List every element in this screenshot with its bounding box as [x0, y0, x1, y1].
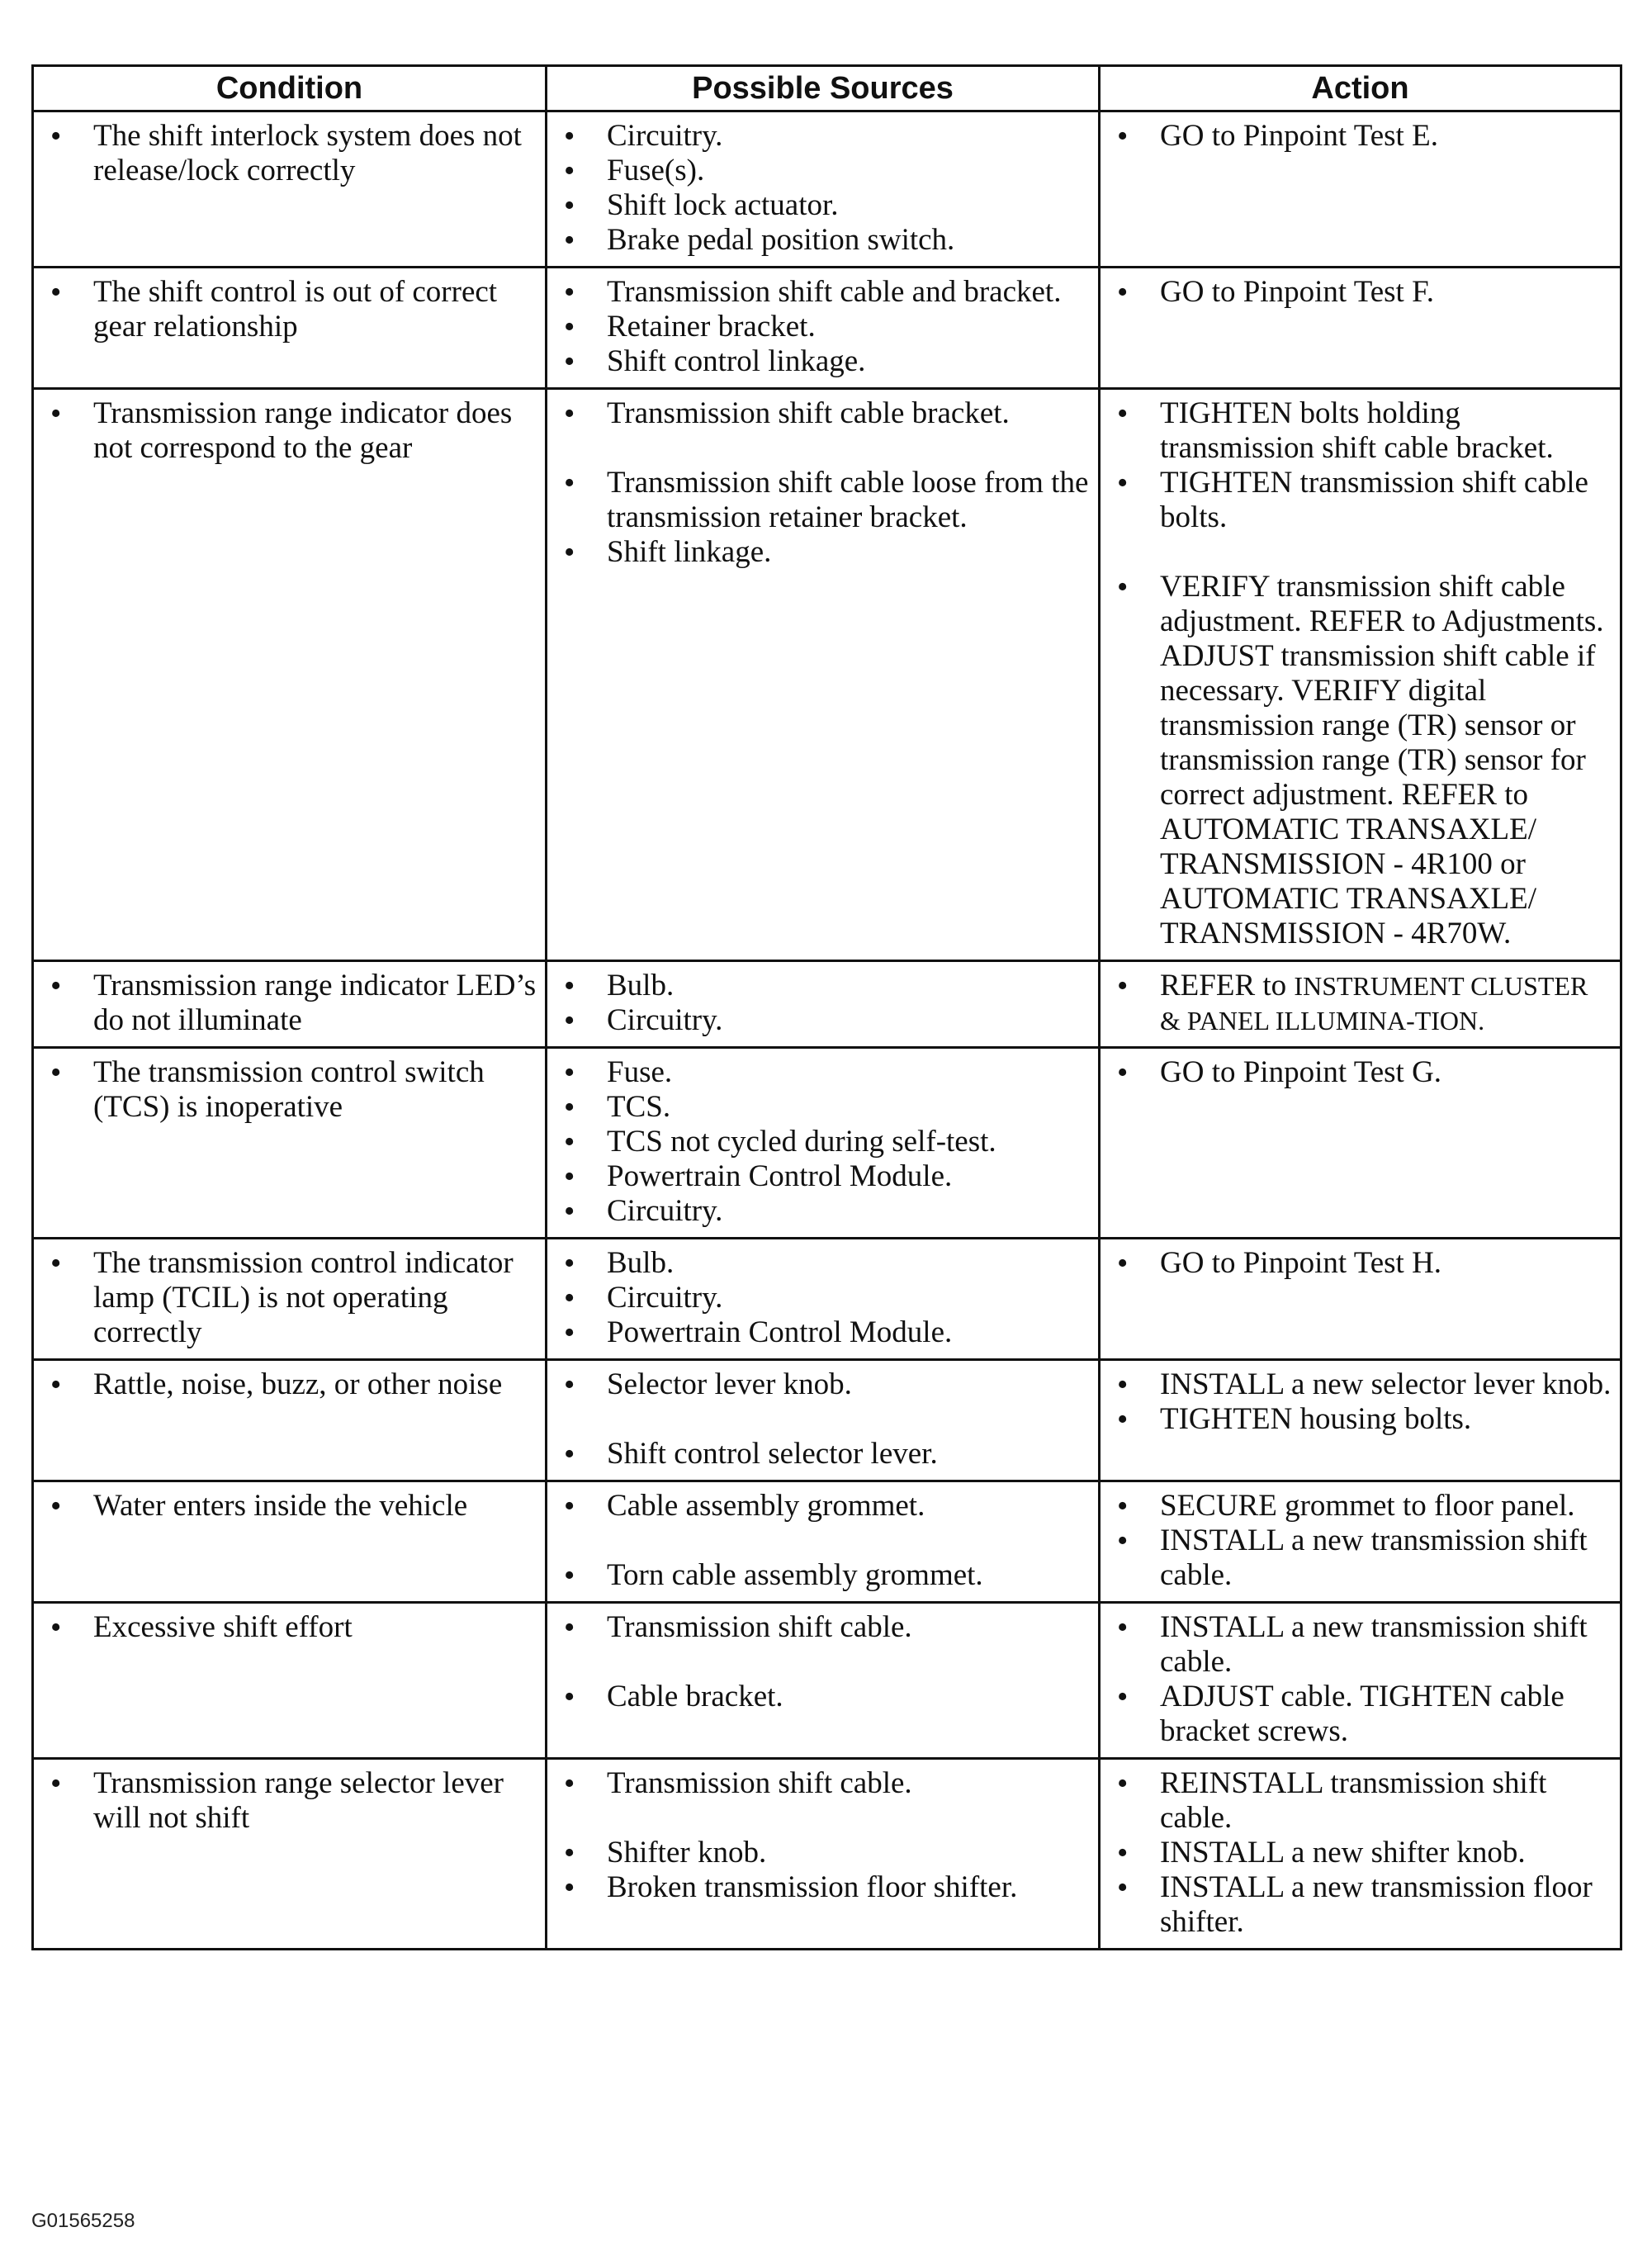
action-cell	[1100, 111, 1621, 268]
header-row	[33, 66, 1621, 111]
action-item: • SECURE grommet to floor panel.	[1112, 1489, 1612, 1524]
table-row	[33, 1481, 1621, 1603]
source-item: • Shift linkage.	[559, 535, 1090, 570]
source-item: • TCS not cycled during self-test.	[559, 1125, 1090, 1159]
source-item: • Transmission shift cable bracket.	[559, 396, 1090, 431]
table-row	[33, 1239, 1621, 1360]
condition-text: • The shift interlock system does not release/lock correctly	[45, 119, 537, 188]
condition-cell	[33, 111, 547, 268]
source-item: • Selector lever knob.	[559, 1367, 1090, 1402]
action-item-continued: ADJUST transmission shift cable if necessary. VERIFY digital transmission range (TR) sensor or transmission range (TR) sensor for correct adjustment. REFER to	[1160, 639, 1596, 812]
action-item: • ADJUST cable. TIGHTEN cable bracket screws.	[1112, 1680, 1612, 1749]
condition-text: • The transmission control indicator lamp (TCIL) is not operating correctly	[45, 1246, 537, 1350]
table-row	[33, 961, 1621, 1048]
table-row	[33, 1048, 1621, 1239]
condition-text: • Transmission range selector lever will not shift	[45, 1766, 537, 1836]
condition-cell	[33, 1239, 547, 1360]
action-item: • TIGHTEN transmission shift cable bolts.	[1112, 466, 1612, 535]
action-item: • GO to Pinpoint Test G.	[1112, 1055, 1612, 1090]
condition-text: • Transmission range indicator does not correspond to the gear	[45, 396, 537, 466]
source-item: • Transmission shift cable loose from the transmission retainer bracket.	[559, 466, 1090, 535]
action-item: • INSTALL a new transmission shift cable.	[1112, 1524, 1612, 1593]
action-item: • VERIFY transmission shift cable adjustment. REFER to Adjustments.	[1112, 570, 1612, 639]
source-item: • Powertrain Control Module.	[559, 1315, 1090, 1350]
source-item: • Broken transmission floor shifter.	[559, 1870, 1090, 1905]
action-item: • TIGHTEN bolts holding transmission shift cable bracket.	[1112, 396, 1612, 466]
action-cell	[1100, 961, 1621, 1048]
source-item: • Shifter knob.	[559, 1836, 1090, 1870]
condition-cell	[33, 1360, 547, 1481]
source-item: • Circuitry.	[559, 1281, 1090, 1315]
sources-cell	[547, 1603, 1100, 1759]
action-item: • INSTALL a new transmission shift cable.	[1112, 1610, 1612, 1680]
table-row	[33, 389, 1621, 961]
condition-cell	[33, 1759, 547, 1950]
action-item: • INSTALL a new shifter knob.	[1112, 1836, 1612, 1870]
condition-text: • Transmission range indicator LED’s do not illuminate	[45, 969, 537, 1038]
source-item: • Cable bracket.	[559, 1680, 1090, 1714]
sources-cell	[547, 268, 1100, 389]
sources-cell	[547, 1481, 1100, 1603]
source-item: • Retainer bracket.	[559, 310, 1090, 344]
action-item: • GO to Pinpoint Test H.	[1112, 1246, 1612, 1281]
source-item: • Brake pedal position switch.	[559, 223, 1090, 258]
condition-text: • Rattle, noise, buzz, or other noise	[45, 1367, 537, 1402]
action-item: • INSTALL a new transmission floor shifter.	[1112, 1870, 1612, 1940]
action-cell	[1100, 1759, 1621, 1950]
condition-text: • Water enters inside the vehicle	[45, 1489, 537, 1524]
source-item: • Fuse.	[559, 1055, 1090, 1090]
source-item: • Shift lock actuator.	[559, 188, 1090, 223]
sources-cell	[547, 1360, 1100, 1481]
action-item	[1112, 969, 1612, 1038]
source-item: • Cable assembly grommet.	[559, 1489, 1090, 1524]
action-cell	[1100, 389, 1621, 961]
sources-cell	[547, 389, 1100, 961]
table-row	[33, 1360, 1621, 1481]
action-cell	[1100, 1048, 1621, 1239]
action-item: • TIGHTEN housing bolts.	[1112, 1402, 1612, 1437]
source-item: • Transmission shift cable.	[559, 1766, 1090, 1801]
action-cell	[1100, 1481, 1621, 1603]
table-row	[33, 1603, 1621, 1759]
sources-cell	[547, 111, 1100, 268]
source-item: • Circuitry.	[559, 1003, 1090, 1038]
sources-cell	[547, 961, 1100, 1048]
action-item: • GO to Pinpoint Test E.	[1112, 119, 1612, 154]
condition-cell	[33, 268, 547, 389]
header-possible-sources: Possible Sources	[547, 66, 1100, 111]
condition-cell	[33, 1048, 547, 1239]
source-item: • Circuitry.	[559, 1194, 1090, 1229]
action-item: • GO to Pinpoint Test F.	[1112, 275, 1612, 310]
source-item: • TCS.	[559, 1090, 1090, 1125]
table-row	[33, 111, 1621, 268]
sources-cell	[547, 1239, 1100, 1360]
diagnosis-table	[31, 64, 1622, 1950]
sources-cell	[547, 1048, 1100, 1239]
source-item: • Shift control selector lever.	[559, 1437, 1090, 1471]
action-cell	[1100, 268, 1621, 389]
source-item: • Transmission shift cable.	[559, 1610, 1090, 1645]
source-item: • Powertrain Control Module.	[559, 1159, 1090, 1194]
condition-cell	[33, 1481, 547, 1603]
header-condition: Condition	[33, 66, 547, 111]
table-row	[33, 268, 1621, 389]
source-item: • Bulb.	[559, 1246, 1090, 1281]
action-reference: INSTRUMENT CLUSTER & PANEL ILLUMINA-TION.	[1160, 971, 1588, 1035]
action-cell	[1100, 1239, 1621, 1360]
table-row	[33, 1759, 1621, 1950]
condition-text: • Excessive shift effort	[45, 1610, 537, 1645]
source-item: • Transmission shift cable and bracket.	[559, 275, 1090, 310]
header-action: Action	[1100, 66, 1621, 111]
condition-text: • The transmission control switch (TCS) is inoperative	[45, 1055, 537, 1125]
action-item: • REINSTALL transmission shift cable.	[1112, 1766, 1612, 1836]
condition-cell	[33, 1603, 547, 1759]
action-reference: AUTOMATIC TRANSAXLE/ TRANSMISSION - 4R100 or AUTOMATIC TRANSAXLE/ TRANSMISSION - 4R70W.	[1160, 813, 1537, 950]
source-item: • Shift control linkage.	[559, 344, 1090, 379]
condition-cell	[33, 389, 547, 961]
source-item: • Bulb.	[559, 969, 1090, 1003]
source-item: • Circuitry.	[559, 119, 1090, 154]
table-header	[33, 66, 1621, 111]
source-item: • Fuse(s).	[559, 154, 1090, 188]
sources-cell	[547, 1759, 1100, 1950]
action-item: • INSTALL a new selector lever knob.	[1112, 1367, 1612, 1402]
action-cell	[1100, 1603, 1621, 1759]
source-item: • Torn cable assembly grommet.	[559, 1558, 1090, 1593]
condition-cell	[33, 961, 547, 1048]
figure-id-label: G01565258	[31, 2210, 135, 2232]
action-cell	[1100, 1360, 1621, 1481]
action-refer-text: REFER to	[1160, 969, 1287, 1002]
condition-text: • The shift control is out of correct gear relationship	[45, 275, 537, 344]
